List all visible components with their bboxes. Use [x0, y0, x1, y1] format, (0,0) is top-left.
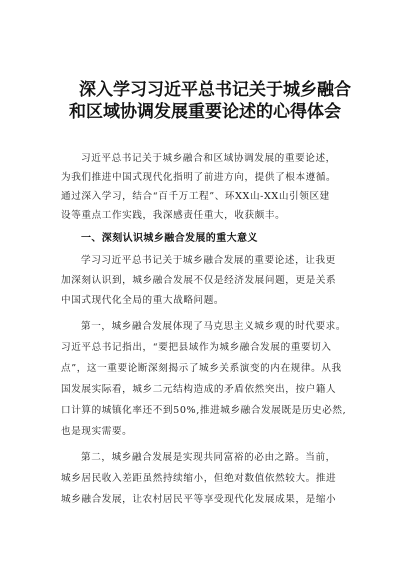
paragraph-line: 也是现实需要。: [61, 426, 133, 437]
document-title-line-1: 深入学习习近平总书记关于城乡融合: [79, 80, 351, 100]
document-title-line-2: 和区域协调发展重要论述的心得体会: [69, 102, 341, 122]
paragraph-line: 口计算的城镇化率还不到50%,推进城乡融合发展既是历史必然,: [61, 405, 347, 416]
paragraph-line: 点”，这一重要论断深刻揭示了城乡关系演变的内在规律。从我: [61, 363, 342, 374]
paragraph-line: 第一，城乡融合发展体现了马克思主义城乡观的时代要求。: [81, 321, 347, 332]
intro-line: 设等重点工作实践，我深感责任重大，收获颇丰。: [61, 210, 286, 221]
intro-line: 为我们推进中国式现代化指明了前进方向，提供了根本遵循。: [61, 172, 337, 183]
paragraph-line: 第二，城乡融合发展是实现共同富裕的必由之路。当前，: [81, 452, 336, 463]
paragraph-line: 加深刻认识到，城乡融合发展不仅是经济发展问题，更是关系: [61, 275, 337, 286]
paragraph-line: 国发展实际看，城乡二元结构造成的矛盾依然突出，按户籍人: [61, 384, 337, 395]
paragraph-line: 学习习近平总书记关于城乡融合发展的重要论述，让我更: [81, 255, 336, 266]
section-heading: 一、深刻认识城乡融合发展的重大意义: [81, 233, 258, 244]
paragraph-line: 中国式现代化全局的重大战略问题。: [61, 295, 225, 306]
paragraph-line: 习近平总书记指出，“要把县域作为城乡融合发展的重要切入: [61, 342, 332, 353]
paragraph-line: 城乡居民收入差距虽然持续缩小，但绝对数值依然较大。推进: [61, 473, 337, 484]
paragraph-line: 城乡融合发展，让农村居民平等享受现代化发展成果，是缩小: [61, 494, 337, 505]
intro-line: 通过深入学习，结合“百千万工程”、环XX山-XX山引领区建: [61, 191, 330, 202]
intro-line: 习近平总书记关于城乡融合和区域协调发展的重要论述，: [81, 153, 336, 164]
